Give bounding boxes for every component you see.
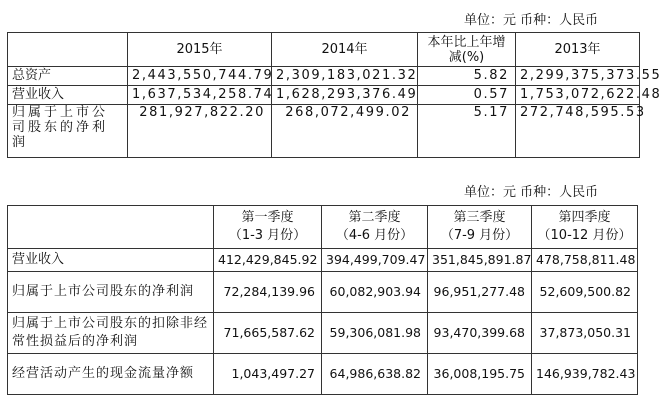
header-2013: 2013年 xyxy=(516,33,640,67)
header-q3: 第三季度 （7-9 月份） xyxy=(428,206,532,249)
cell-q4: 37,873,050.31 xyxy=(532,313,638,354)
table2-unit-note: 单位：元 币种：人民币 xyxy=(464,185,599,200)
header-2014: 2014年 xyxy=(272,33,418,67)
cell-q4: 146,939,782.43 xyxy=(532,354,638,395)
cell-2014: 1,628,293,376.49 xyxy=(272,86,418,105)
cell-q3: 93,470,399.68 xyxy=(428,313,532,354)
cell-q2: 60,082,903.94 xyxy=(322,272,428,313)
cell-2015: 1,637,534,258.74 xyxy=(128,86,272,105)
cell-q2: 59,306,081.98 xyxy=(322,313,428,354)
table-header-row xyxy=(8,206,638,249)
header-empty xyxy=(8,206,214,249)
cell-q4: 52,609,500.82 xyxy=(532,272,638,313)
cell-2015: 281,927,822.20 xyxy=(128,105,272,158)
header-q4: 第四季度 （10-12 月份） xyxy=(532,206,638,249)
cell-q2: 64,986,638.82 xyxy=(322,354,428,395)
cell-q4: 478,758,811.48 xyxy=(532,249,638,272)
cell-change: 5.82 xyxy=(418,67,516,86)
table-row xyxy=(8,313,638,354)
table-row xyxy=(8,354,638,395)
cell-change: 5.17 xyxy=(418,105,516,158)
header-q1: 第一季度 （1-3 月份） xyxy=(214,206,322,249)
cell-q1: 72,284,139.96 xyxy=(214,272,322,313)
cell-q1: 412,429,845.92 xyxy=(214,249,322,272)
cell-q3: 36,008,195.75 xyxy=(428,354,532,395)
table-header-row xyxy=(8,33,640,67)
row-label: 归属于上市公司股东的净利润 xyxy=(8,272,214,313)
cell-q3: 351,845,891.87 xyxy=(428,249,532,272)
table-row xyxy=(8,86,640,105)
row-label: 归属于上市公司股东的扣除非经常性损益后的净利润 xyxy=(8,313,214,354)
cell-2013: 1,753,072,622.48 xyxy=(516,86,640,105)
cell-2013: 272,748,595.53 xyxy=(516,105,640,158)
cell-q2: 394,499,709.47 xyxy=(322,249,428,272)
cell-q1: 1,043,497.27 xyxy=(214,354,322,395)
cell-2015: 2,443,550,744.79 xyxy=(128,67,272,86)
header-q2: 第二季度 （4-6 月份） xyxy=(322,206,428,249)
cell-q3: 96,951,277.48 xyxy=(428,272,532,313)
table-row xyxy=(8,105,640,158)
row-label: 经营活动产生的现金流量净额 xyxy=(8,354,214,395)
table-row xyxy=(8,249,638,272)
header-2015: 2015年 xyxy=(128,33,272,67)
cell-change: 0.57 xyxy=(418,86,516,105)
row-label: 总资产 xyxy=(8,67,128,86)
table-row xyxy=(8,67,640,86)
header-empty xyxy=(8,33,128,67)
row-label: 营业收入 xyxy=(8,249,214,272)
quarterly-financial-table xyxy=(7,205,638,395)
table-row xyxy=(8,272,638,313)
cell-q1: 71,665,587.62 xyxy=(214,313,322,354)
cell-2014: 2,309,183,021.32 xyxy=(272,67,418,86)
row-label: 归属于上市公司股东的净利润 xyxy=(8,105,128,158)
annual-financial-table xyxy=(7,32,661,158)
cell-2014: 268,072,499.02 xyxy=(272,105,418,158)
table1-unit-note: 单位：元 币种：人民币 xyxy=(464,13,599,28)
row-label: 营业收入 xyxy=(8,86,128,105)
header-change: 本年比上年增减(%) xyxy=(418,33,516,67)
cell-2013: 2,299,375,373.55 xyxy=(516,67,640,86)
